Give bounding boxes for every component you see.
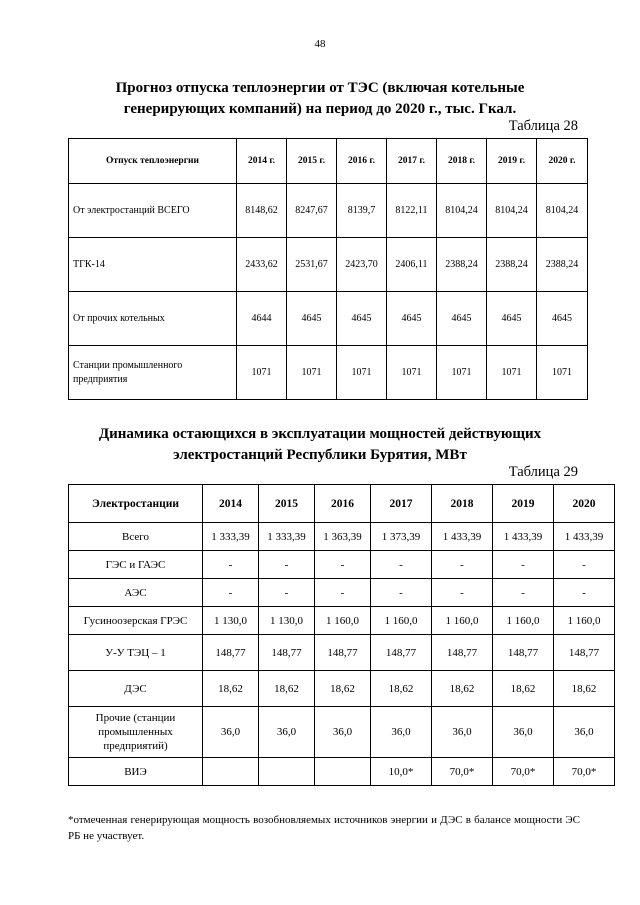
table-cell: 2388,24: [487, 238, 537, 292]
table-29-title-line-2: электростанций Республики Бурятия, МВт: [173, 447, 467, 463]
table-cell: 8148,62: [237, 184, 287, 238]
table-cell: 70,0*: [493, 758, 554, 786]
table-cell: 1071: [287, 346, 337, 400]
table-cell: 36,0: [315, 707, 371, 758]
table-cell: 2406,11: [387, 238, 437, 292]
table-row: [69, 551, 615, 579]
row-label: ГЭС и ГАЭС: [69, 551, 203, 579]
table-28-title-line-1: Прогноз отпуска теплоэнергии от ТЭС (включая котельные: [115, 80, 525, 96]
table-cell: 36,0: [432, 707, 493, 758]
table-row: [69, 238, 588, 292]
table-28: [68, 138, 588, 400]
table-row: [69, 635, 615, 671]
table-cell: -: [432, 551, 493, 579]
table-cell: 4645: [287, 292, 337, 346]
table-cell: 8139,7: [337, 184, 387, 238]
table-cell: [203, 758, 259, 786]
table-cell: -: [371, 579, 432, 607]
table-cell: 18,62: [371, 671, 432, 707]
header-cell: Электростанции: [69, 485, 203, 523]
header-cell: 2016 г.: [337, 139, 387, 184]
header-cell: Отпуск теплоэнергии: [69, 139, 237, 184]
header-cell: 2016: [315, 485, 371, 523]
table-cell: 2388,24: [437, 238, 487, 292]
table-cell: 2423,70: [337, 238, 387, 292]
header-cell: 2015: [259, 485, 315, 523]
table-cell: 1071: [337, 346, 387, 400]
row-label: От электростанций ВСЕГО: [69, 184, 237, 238]
table-28-title-line-2: генерирующих компаний) на период до 2020 г., тыс. Гкал.: [123, 101, 517, 117]
table-cell: 36,0: [259, 707, 315, 758]
table-cell: 1 363,39: [315, 523, 371, 551]
table-cell: 1 160,0: [493, 607, 554, 635]
table-row: [69, 346, 588, 400]
header-cell: 2019: [493, 485, 554, 523]
table-cell: 148,77: [371, 635, 432, 671]
table-29-title: [0, 424, 640, 466]
table-cell: 8122,11: [387, 184, 437, 238]
table-cell: 1071: [487, 346, 537, 400]
header-cell: 2019 г.: [487, 139, 537, 184]
header-cell: 2014: [203, 485, 259, 523]
table-cell: 18,62: [315, 671, 371, 707]
table-cell: 36,0: [203, 707, 259, 758]
table-cell: -: [315, 579, 371, 607]
table-cell: 8104,24: [487, 184, 537, 238]
table-cell: 4645: [387, 292, 437, 346]
table-cell: 148,77: [554, 635, 615, 671]
table-row: [69, 523, 615, 551]
table-cell: 1071: [437, 346, 487, 400]
header-cell: 2015 г.: [287, 139, 337, 184]
table-cell: 36,0: [493, 707, 554, 758]
table-cell: -: [203, 579, 259, 607]
table-cell: 1 433,39: [493, 523, 554, 551]
table-row: [69, 579, 615, 607]
table-cell: 148,77: [203, 635, 259, 671]
header-cell: 2017 г.: [387, 139, 437, 184]
table-cell: 1 130,0: [259, 607, 315, 635]
table-cell: 148,77: [493, 635, 554, 671]
table-row: [69, 707, 615, 758]
header-cell: 2018: [432, 485, 493, 523]
table-29: [68, 484, 615, 786]
table-cell: 1071: [387, 346, 437, 400]
header-cell: 2018 г.: [437, 139, 487, 184]
table-row: [69, 758, 615, 786]
table-cell: 4645: [537, 292, 588, 346]
table-cell: 70,0*: [432, 758, 493, 786]
table-cell: -: [259, 579, 315, 607]
row-label: Гусиноозерская ГРЭС: [69, 607, 203, 635]
table-cell: -: [493, 551, 554, 579]
table-cell: 1 433,39: [554, 523, 615, 551]
table-cell: 1 160,0: [371, 607, 432, 635]
table-cell: -: [371, 551, 432, 579]
row-label: У-У ТЭЦ – 1: [69, 635, 203, 671]
table-29-title-line-1: Динамика остающихся в эксплуатации мощностей действующих: [98, 426, 542, 442]
table-cell: -: [315, 551, 371, 579]
table-cell: 10,0*: [371, 758, 432, 786]
table-cell: 148,77: [315, 635, 371, 671]
table-cell: 1 130,0: [203, 607, 259, 635]
table-cell: 18,62: [203, 671, 259, 707]
table-cell: 1 333,39: [259, 523, 315, 551]
header-cell: 2020: [554, 485, 615, 523]
table-row: [69, 184, 588, 238]
table-row: [69, 292, 588, 346]
row-label: Прочие (станции промышленных предприятий): [69, 707, 203, 758]
row-label: АЭС: [69, 579, 203, 607]
table-cell: 2531,67: [287, 238, 337, 292]
table-cell: [315, 758, 371, 786]
table-cell: 70,0*: [554, 758, 615, 786]
header-cell: 2014 г.: [237, 139, 287, 184]
table-cell: -: [554, 579, 615, 607]
table-28-title: [0, 78, 640, 120]
table-cell: 1 333,39: [203, 523, 259, 551]
table-cell: 148,77: [259, 635, 315, 671]
table-cell: -: [554, 551, 615, 579]
table-29-label: Таблица 29: [508, 464, 578, 480]
row-label: От прочих котельных: [69, 292, 237, 346]
row-label: ТГК-14: [69, 238, 237, 292]
table-cell: 4645: [437, 292, 487, 346]
footnote: *отмеченная генерирующая мощность возобновляемых источников энергии и ДЭС в балансе мощности ЭС РБ не участвует.: [68, 814, 580, 842]
table-cell: 1 160,0: [315, 607, 371, 635]
table-row: [69, 671, 615, 707]
page-number: 48: [314, 38, 326, 50]
table-cell: -: [432, 579, 493, 607]
table-cell: 18,62: [259, 671, 315, 707]
table-28-label: Таблица 28: [508, 118, 578, 134]
table-cell: 18,62: [554, 671, 615, 707]
row-label: ДЭС: [69, 671, 203, 707]
table-cell: 36,0: [371, 707, 432, 758]
table-cell: 1 373,39: [371, 523, 432, 551]
table-cell: 4645: [487, 292, 537, 346]
table-cell: 2433,62: [237, 238, 287, 292]
table-cell: 1 160,0: [432, 607, 493, 635]
table-cell: -: [203, 551, 259, 579]
table-cell: 4645: [337, 292, 387, 346]
table-cell: 1 433,39: [432, 523, 493, 551]
table-cell: -: [259, 551, 315, 579]
table-header-row: [69, 139, 588, 184]
table-cell: 18,62: [432, 671, 493, 707]
table-row: [69, 607, 615, 635]
table-cell: 1071: [237, 346, 287, 400]
row-label: Станции промышленного предприятия: [69, 346, 237, 400]
table-cell: 2388,24: [537, 238, 588, 292]
table-cell: 8247,67: [287, 184, 337, 238]
table-header-row: [69, 485, 615, 523]
header-cell: 2017: [371, 485, 432, 523]
table-cell: 1 160,0: [554, 607, 615, 635]
table-cell: 36,0: [554, 707, 615, 758]
table-cell: 1071: [537, 346, 588, 400]
table-cell: [259, 758, 315, 786]
table-cell: 8104,24: [537, 184, 588, 238]
header-cell: 2020 г.: [537, 139, 588, 184]
table-cell: 8104,24: [437, 184, 487, 238]
table-cell: -: [493, 579, 554, 607]
row-label: ВИЭ: [69, 758, 203, 786]
row-label: Всего: [69, 523, 203, 551]
table-cell: 4644: [237, 292, 287, 346]
table-cell: 148,77: [432, 635, 493, 671]
table-cell: 18,62: [493, 671, 554, 707]
